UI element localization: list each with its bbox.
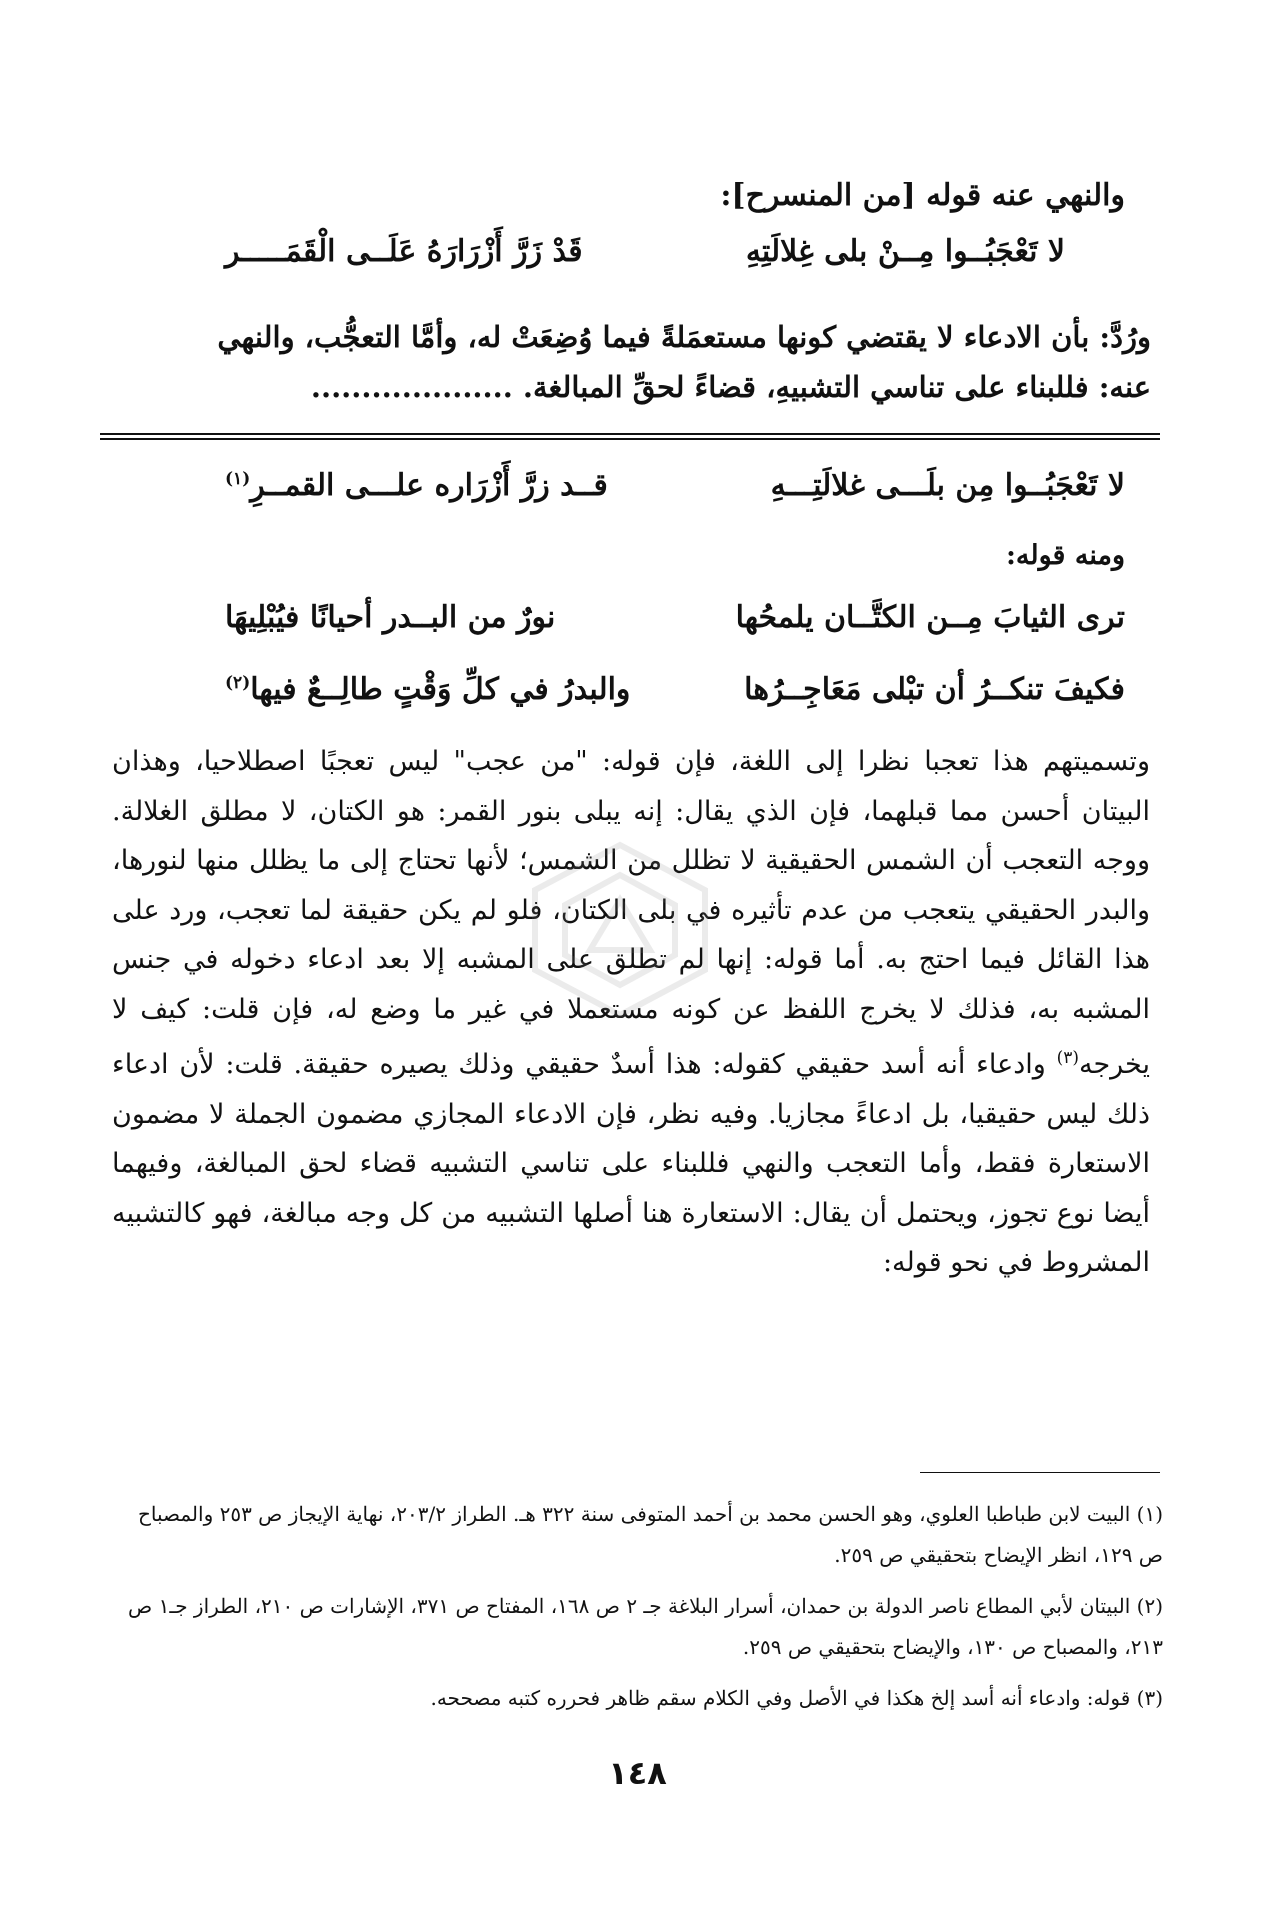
page-number: ١٤٨ xyxy=(608,1754,667,1792)
section-divider-top xyxy=(100,433,1160,435)
section-divider-bottom xyxy=(100,438,1160,440)
footnote-1 xyxy=(111,1494,1163,1576)
main-verse-2-second: نورٌ من البــدر أحيانًا فيُبْلِيهَا xyxy=(225,600,556,635)
main-verse-1-second-wrap xyxy=(225,468,608,503)
main-verse-2-first: ترى الثيابَ مِــن الكتَّــان يلمحُها xyxy=(735,600,1125,635)
main-verse-2 xyxy=(225,600,1125,635)
main-paragraph-part-2: وادعاء أنه أسد حقيقي كقوله: هذا أسدٌ حقيقي وذلك يصيره حقيقة. قلت: لأن ادعاء ذلك ليس حقيقيا، بل ادعاءً مجازيا. وفيه نظر، فإن الادعاء المجازي مضمون الجملة لا مضمون الاستعارة فقط، وأما التعجب والنهي فللبناء على تناسي التشبيه قضاء لحق المبالغة، وفيهما أيضا نوع تجوز، ويحتمل أن يقال: الاستعارة هنا أصلها التشبيه من كل وجه مبالغة، فهو كالتشبيه المشروط في نحو قوله: xyxy=(112,1049,1150,1278)
sharh-body-line: عنه: فللبناء على تناسي التشبيهِ، قضاءً لحقِّ المبالغة. .................... xyxy=(310,370,1151,404)
sharh-body xyxy=(121,312,1151,412)
sharh-verse-second-hemistich: قَدْ زَرَّ أَزْرَارَهُ عَلَــى الْقَمَـــــر xyxy=(225,234,583,269)
main-verse-3-second: والبدرُ في كلِّ وَقْتٍ طالِــعٌ فيها xyxy=(250,672,631,707)
footnote-3-marker: (٣) xyxy=(1136,1686,1163,1710)
footnote-ref-3[interactable]: (٣) xyxy=(1056,1048,1079,1068)
footnote-separator xyxy=(920,1472,1160,1473)
sharh-verse-first-hemistich: لا تَعْجَبُــوا مِــنْ بلى غِلالَتِهِ xyxy=(745,234,1065,269)
footnote-ref-2[interactable]: (٢) xyxy=(225,673,251,693)
main-verse-1-first: لا تَعْجَبُــوا مِن بلَـــى غلالَتِـــهِ xyxy=(770,468,1125,503)
footnote-1-text: البيت لابن طباطبا العلوي، وهو الحسن محمد بن أحمد المتوفى سنة ٣٢٢ هـ. الطراز ٢٠٣/٢، نهاية الإيجاز ص ٢٥٣ والمصباح ص ١٢٩، انظر الإيضاح بتحقيقي ص ٢٥٩. xyxy=(137,1502,1163,1567)
main-verse-1-second: قــد زرَّ أَزْرَاره علـــى القمــرِ xyxy=(250,468,608,503)
main-paragraph-part-1: وتسميتهم هذا تعجبا نظرا إلى اللغة، فإن قوله: "من عجب" ليس تعجبًا اصطلاحيا، وهذان البيتان أحسن مما قبلهما، فإن الذي يقال: إنه يبلى بنور القمر: هو الكتان، لا مطلق الغلالة. ووجه التعجب أن الشمس الحقيقية لا تظلل من الشمس؛ لأنها تحتاج إلى ما يظلل منها لنورها، والبدر الحقيقي يتعجب من عدم تأثيره في بلى الكتان، فلو لم يكن حقيقة لما تعجب، ورد على هذا القائل فيما احتج به. أما قوله: إنها لم تطلق على المشبه إلا بعد ادعاء دخوله في جنس المشبه به، فذلك لا يخرج اللفظ عن كونه مستعملا في غير ما وضع له، فإن قلت: كيف لا يخرجه xyxy=(112,746,1150,1080)
sharh-intro-line: والنهي عنه قوله [من المنسرح]: xyxy=(720,178,1125,213)
main-verse-3 xyxy=(225,672,1125,707)
footnote-2-text: البيتان لأبي المطاع ناصر الدولة بن حمدان، أسرار البلاغة جـ ٢ ص ١٦٨، المفتاح ص ٣٧١، الإشارات ص ٢١٠، الطراز جـ١ ص ٢١٣، والمصباح ص ١٣٠، والإيضاح بتحقيقي ص ٢٥٩. xyxy=(128,1594,1163,1659)
footnote-ref-1[interactable]: (١) xyxy=(225,469,251,489)
sharh-verse xyxy=(225,234,1065,269)
footnote-2 xyxy=(111,1586,1163,1668)
footnote-3-text: قوله: وادعاء أنه أسد إلخ هكذا في الأصل وفي الكلام سقم ظاهر فحرره كتبه مصححه. xyxy=(430,1686,1131,1710)
main-intro: ومنه قوله: xyxy=(1005,540,1125,571)
main-verse-3-second-wrap xyxy=(225,672,630,707)
library-watermark-icon xyxy=(520,830,720,1030)
footnote-3 xyxy=(111,1678,1163,1719)
footnote-1-marker: (١) xyxy=(1136,1502,1163,1526)
main-verse-3-first: فكيفَ تنكــرُ أن تبْلى مَعَاجِــرُها xyxy=(744,672,1125,707)
main-verse-1 xyxy=(225,468,1125,503)
sharh-body-line: ورُدَّ: بأن الادعاء لا يقتضي كونها مستعمَلةً فيما وُضِعَتْ له، وأمَّا التعجُّب، والنهي xyxy=(217,320,1151,354)
footnote-2-marker: (٢) xyxy=(1136,1594,1163,1618)
